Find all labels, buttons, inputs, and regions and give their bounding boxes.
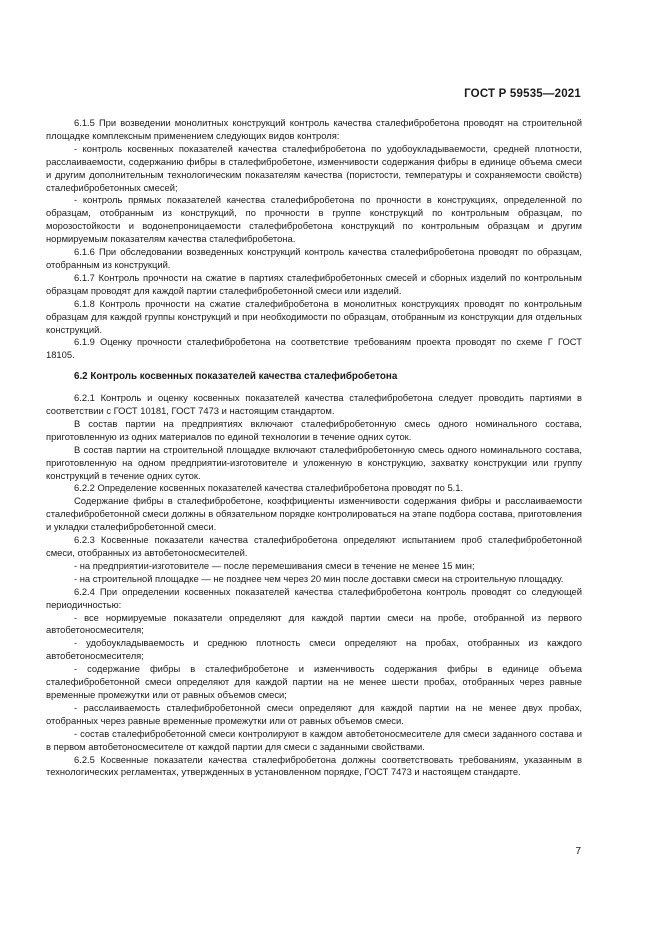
paragraph-6-2-4: 6.2.4 При определении косвенных показателей качества сталефибробетона контроль проводят со следующей периодичностью: (46, 585, 582, 610)
list-item: - содержание фибры в сталефибробетоне и изменчивость содержания фибры в единице объема сталефибробетонной смеси определяют для каждой партии на не менее шести пробах, отобранных через равные временные промежутки или от равных объемов смеси; (46, 663, 582, 700)
paragraph: В состав партии на предприятиях включают сталефибробетонную смесь одного номинального состава, приготовленную из одних материалов по единой технологии в течение одних суток. (46, 417, 582, 442)
paragraph-6-1-8: 6.1.8 Контроль прочности на сжатие сталефибробетона в монолитных конструкциях проводят по контрольным образцам для каждой группы конструкций и при необходимости по образцам, отобранным из конструкции для отдельных конструкций. (46, 297, 582, 335)
paragraph-6-1-9: 6.1.9 Оценку прочности сталефибробетона на соответствие требованиям проекта проводят по схеме Г ГОСТ 18105. (46, 336, 582, 361)
list-item: - удобоукладываемость и среднюю плотность смеси определяют на пробах, отобранных из каждого автобетоносмесителя; (46, 637, 582, 662)
paragraph: В состав партии на строительной площадке включают сталефибробетонную смесь одного номинального состава, приготовленную на одном предприятии-изготовителе и уложенную в конструкцию, захватку конструкции или группу конструкций в течение одних суток. (46, 443, 582, 481)
paragraph-6-2-1: 6.2.1 Контроль и оценку косвенных показателей качества сталефибробетона следует проводить партиями в соответствии с ГОСТ 10181, ГОСТ 7473 и настоящим стандартом. (46, 392, 582, 417)
document-id: ГОСТ Р 59535—2021 (464, 88, 581, 100)
paragraph-6-2-5: 6.2.5 Косвенные показатели качества сталефибробетона должны соответствовать требованиям, указанным в технологических регламентах, утвержденных в установленном порядке, ГОСТ 7473 и настоящем стандарте. (46, 753, 582, 778)
paragraph: Содержание фибры в сталефибробетоне, коэффициенты изменчивости содержания фибры и расслаиваемости сталефибробетонной смеси должны в обязательном порядке контролироваться на этапе подбора состава, приготовления и укладки сталефибробетонной смеси. (46, 495, 582, 533)
paragraph-6-2-3: 6.2.3 Косвенные показатели качества сталефибробетона определяют испытанием проб сталефибробетонной смеси, отобранных из автобетоносмесителей. (46, 534, 582, 558)
list-item: - контроль косвенных показателей качества сталефибробетона по удобоукладываемости, средней плотности, расслаиваемости, содержанию фибры в сталефибробетоне, изменчивости содержания фибры в единице объема смеси и другим дополнительным технологическим показателям качества (пористости, температуры и сохраняемости свойств) сталефибробетонных смесей; (46, 142, 582, 193)
list-item: - все нормируемые показатели определяют для каждой партии смеси на пробе, отобранной из первого автобетоносмесителя; (46, 611, 582, 636)
paragraph-6-1-6: 6.1.6 При обследовании возведенных конструкций контроль качества сталефибробетона проводят по образцам, отобранным из конструкций. (46, 246, 582, 270)
paragraph-6-2-2: 6.2.2 Определение косвенных показателей качества сталефибробетона проводят по 5.1. (74, 482, 464, 494)
list-item: - на предприятии-изготовителе — после перемешивания смеси в течение не менее 15 мин; (74, 559, 475, 571)
paragraph-6-1-5: 6.1.5 При возведении монолитных конструкций контроль качества сталефибробетона проводят на строительной площадке комплексным применением следующих видов контроля: (46, 117, 582, 141)
list-item: - контроль прямых показателей качества сталефибробетона по прочности в конструкциях, определенной по образцам, отобранным из конструкций, по прочности в группе конструкций по контрольным образцам, по морозостойкости и водонепроницаемости сталефибробетона конструкций по контрольным образцам и другим нормируемым показателям качества сталефибробетона. (46, 194, 582, 245)
list-item: - состав сталефибробетонной смеси контролируют в каждом автобетоносмесителе для смеси заданного состава и в первом автобетоносмесителе от каждой партии для смеси с заданными свойствами. (46, 727, 582, 752)
section-title: 6.2 Контроль косвенных показателей качества сталефибробетона (74, 371, 398, 383)
page-number: 7 (575, 846, 581, 857)
list-item: - расслаиваемость сталефибробетонной смеси определяют для каждой партии на не менее двух пробах, отобранных через равные временные промежутки или от равных объемов смеси. (46, 701, 582, 726)
document-body (46, 117, 582, 779)
paragraph-6-1-7: 6.1.7 Контроль прочности на сжатие в партиях сталефибробетонных смесей и сборных изделий по контрольным образцам проводят для каждой партии сталефибробетонной смеси или изделий. (46, 271, 582, 296)
list-item: - на строительной площадке — не позднее чем через 20 мин после доставки смеси на строительную площадку. (74, 572, 564, 584)
